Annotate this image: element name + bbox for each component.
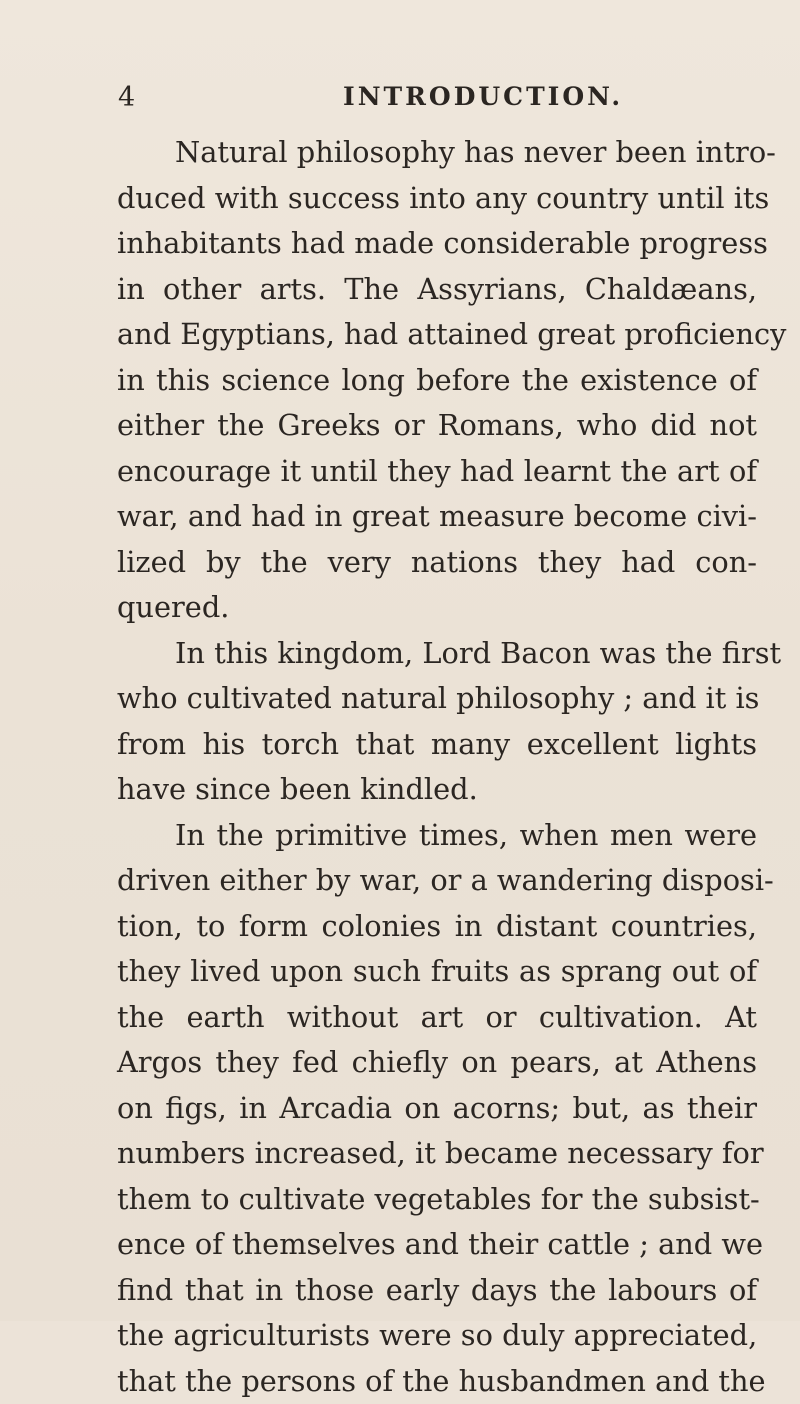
chapter-title: INTRODUCTION. <box>343 82 623 111</box>
text-line: they lived upon such fruits as sprang out of <box>117 949 757 995</box>
text-line: inhabitants had made considerable progress <box>117 221 757 267</box>
running-head <box>0 78 800 118</box>
text-line: tion, to form colonies in distant countries, <box>117 904 757 950</box>
body-text <box>117 130 757 1404</box>
text-line: them to cultivate vegetables for the subsist- <box>117 1177 757 1223</box>
text-line: In this kingdom, Lord Bacon was the first <box>117 631 757 677</box>
text-line: ence of themselves and their cattle ; and we <box>117 1222 757 1268</box>
text-line: in this science long before the existence of <box>117 358 757 404</box>
text-line: that the persons of the husbandmen and the <box>117 1359 757 1404</box>
text-line: numbers increased, it became necessary for <box>117 1131 757 1177</box>
text-line: the agriculturists were so duly appreciated, <box>117 1313 757 1359</box>
text-line: from his torch that many excellent lights <box>117 722 757 768</box>
page-number: 4 <box>118 82 136 113</box>
text-line: who cultivated natural philosophy ; and it is <box>117 676 757 722</box>
text-line: in other arts. The Assyrians, Chaldæans, <box>117 267 757 313</box>
text-line: on figs, in Arcadia on acorns; but, as their <box>117 1086 757 1132</box>
text-line: Argos they fed chiefly on pears, at Athens <box>117 1040 757 1086</box>
text-line: encourage it until they had learnt the art of <box>117 449 757 495</box>
text-line: lized by the very nations they had con- <box>117 540 757 586</box>
text-line: Natural philosophy has never been intro- <box>117 130 757 176</box>
text-line: driven either by war, or a wandering disposi- <box>117 858 757 904</box>
text-line: find that in those early days the labours of <box>117 1268 757 1314</box>
text-line: war, and had in great measure become civi- <box>117 494 757 540</box>
text-line: either the Greeks or Romans, who did not <box>117 403 757 449</box>
text-line: the earth without art or cultivation. At <box>117 995 757 1041</box>
text-line: have since been kindled. <box>117 767 757 813</box>
text-line: duced with success into any country until its <box>117 176 757 222</box>
text-line: quered. <box>117 585 757 631</box>
text-line: and Egyptians, had attained great proficiency <box>117 312 757 358</box>
text-line: In the primitive times, when men were <box>117 813 757 859</box>
